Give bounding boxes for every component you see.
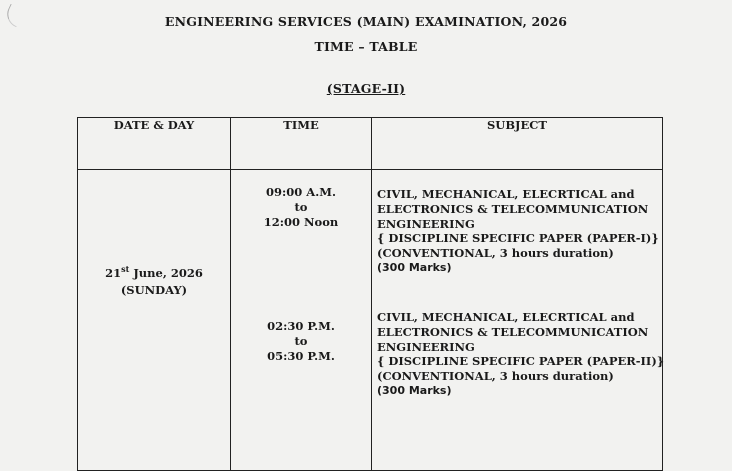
subject-marks: (300 Marks) <box>377 383 452 397</box>
session-1-time <box>231 185 371 230</box>
date-cell <box>78 170 231 471</box>
date-month-year: June, 2026 <box>129 266 203 280</box>
session-2-start: 02:30 P.M. <box>267 319 335 333</box>
column-header-time: TIME <box>231 118 372 170</box>
session-1-start: 09:00 A.M. <box>266 185 336 199</box>
date-day-number: 21 <box>105 266 122 280</box>
exam-date <box>78 261 230 281</box>
subject-line: ENGINEERING <box>377 339 475 354</box>
table-row <box>78 170 663 471</box>
subject-marks: (300 Marks) <box>377 260 452 274</box>
session-1-subject <box>377 187 659 276</box>
session-2-time <box>231 319 371 364</box>
time-cell <box>231 170 372 471</box>
subject-line: ELECTRONICS & TELECOMMUNICATION <box>377 201 649 216</box>
subject-cell <box>372 170 663 471</box>
session-2-end: 05:30 P.M. <box>267 349 335 363</box>
subject-line: { DISCIPLINE SPECIFIC PAPER (PAPER-I)} <box>377 231 659 246</box>
subject-line: CIVIL, MECHANICAL, ELECRTICAL and <box>377 310 635 324</box>
header-row <box>78 118 663 170</box>
exam-title: ENGINEERING SERVICES (MAIN) EXAMINATION, 2026 <box>164 14 568 29</box>
subject-line: { DISCIPLINE SPECIFIC PAPER (PAPER-II)} <box>377 354 665 369</box>
subject-line: ELECTRONICS & TELECOMMUNICATION <box>377 324 649 339</box>
session-2-subject <box>377 310 665 399</box>
session-1-end: 12:00 Noon <box>263 215 339 229</box>
timetable-heading: TIME – TABLE <box>314 39 418 54</box>
column-header-subject: SUBJECT <box>372 118 663 170</box>
subject-line: (CONVENTIONAL, 3 hours duration) <box>377 369 614 384</box>
exam-weekday: (SUNDAY) <box>120 283 188 297</box>
subject-line: CIVIL, MECHANICAL, ELECRTICAL and <box>377 187 635 201</box>
stage-label: (STAGE-II) <box>326 81 406 96</box>
timetable <box>77 117 663 471</box>
subject-line: (CONVENTIONAL, 3 hours duration) <box>377 246 614 261</box>
date-ordinal-suffix: st <box>121 264 130 274</box>
session-2-to: to <box>294 334 308 348</box>
column-header-date: DATE & DAY <box>78 118 231 170</box>
session-1-to: to <box>294 200 308 214</box>
subject-line: ENGINEERING <box>377 216 475 231</box>
